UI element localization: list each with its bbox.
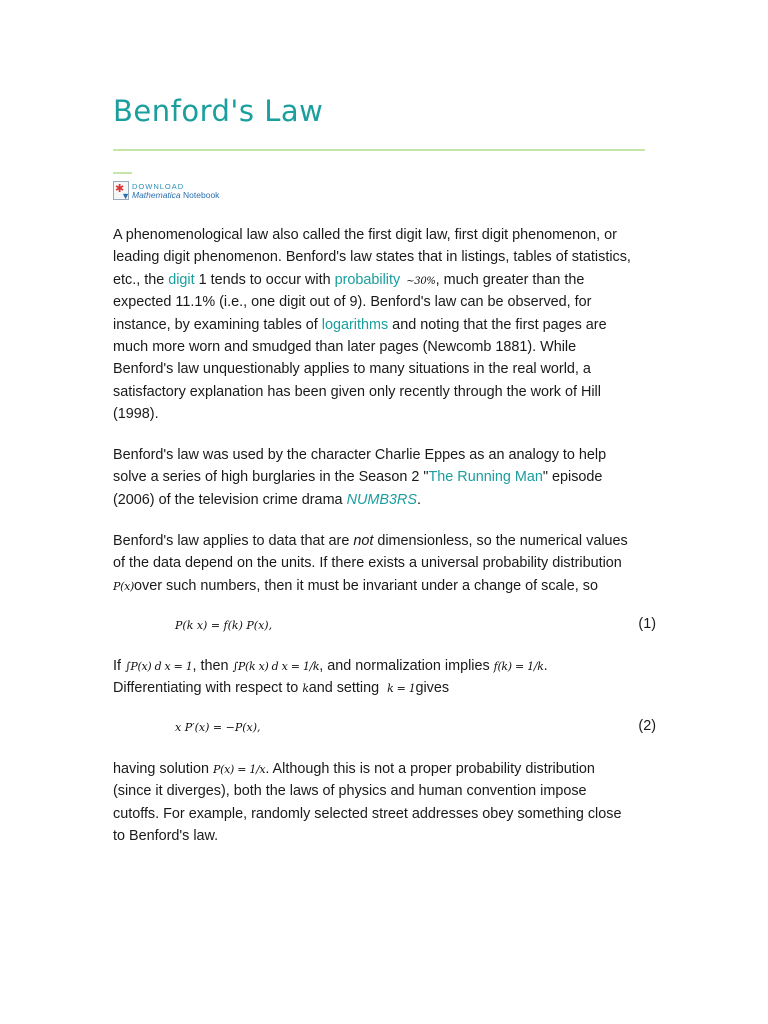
math-thirty-percent: ~30% <box>406 275 436 287</box>
logarithms-link[interactable]: logarithms <box>321 316 389 333</box>
paragraph-normalization: If ∫P(x) d x = 1, then ∫P(k x) d x = 1/k, and normalization implies f(k) = 1/k. Differentiating with respect to kand setting k = 1gives <box>113 658 548 697</box>
page-title: Benford's Law <box>113 94 324 128</box>
equation-2-number: (2) <box>638 718 656 734</box>
download-label: DOWNLOAD <box>132 181 185 191</box>
equation-1 <box>113 616 656 638</box>
equation-2 <box>113 718 656 740</box>
running-man-link[interactable]: The Running Man <box>428 469 543 486</box>
notebook-label: Mathematica Notebook <box>132 189 220 200</box>
paragraph-scale-invariance: Benford's law applies to data that are not dimensionless, so the numerical values of the data depend on the units. If there exists a universal probability distribution P(x)over such numbers, then it must be invariant under a change of scale, so <box>113 533 628 594</box>
equation-1-expression: P(k x) = f(k) P(x), <box>175 619 273 632</box>
probability-link[interactable]: probability <box>334 271 401 288</box>
title-divider <box>113 149 645 151</box>
paragraph-intro: A phenomenological law also called the first digit law, first digit phenomenon, or leading digit phenomenon. Benford's law states that in listings, tables of statistics, etc., the digit 1 tends to occur with probability ~30%, much greater than the expected 11.1% (i.e., one digit out of 9). Benford's law can be observed, for instance, by examining tables of logarithms and noting that the first pages are much more worn and smudged than later pages (Newcomb 1881). While Benford's law unquestionably applies to many situations in the real world, a satisfactory explanation has been given only recently through the work of Hill (1998). <box>113 227 631 423</box>
equation-1-number: (1) <box>638 616 656 632</box>
paragraph-solution: having solution P(x) = 1/x. Although this is not a proper probability distribution (since it diverges), both the laws of physics and human convention impose cutoffs. For example, randomly selected street addresses obey something close to Benford's law. <box>113 761 622 845</box>
numb3rs-link[interactable]: NUMB3RS <box>346 491 417 508</box>
paragraph-numb3rs: Benford's law was used by the character Charlie Eppes as an analogy to help solve a series of high burglaries in the Season 2 "The Running Man" episode (2006) of the television crime drama NUMB3RS. <box>113 447 607 508</box>
digit-link[interactable]: digit <box>168 271 195 288</box>
download-notebook-link[interactable] <box>113 181 219 200</box>
short-divider <box>113 172 132 174</box>
equation-2-expression: x P′(x) = −P(x), <box>175 721 261 734</box>
math-px: P(x) <box>113 579 134 593</box>
notebook-icon: ✱ ▼ <box>115 183 130 201</box>
